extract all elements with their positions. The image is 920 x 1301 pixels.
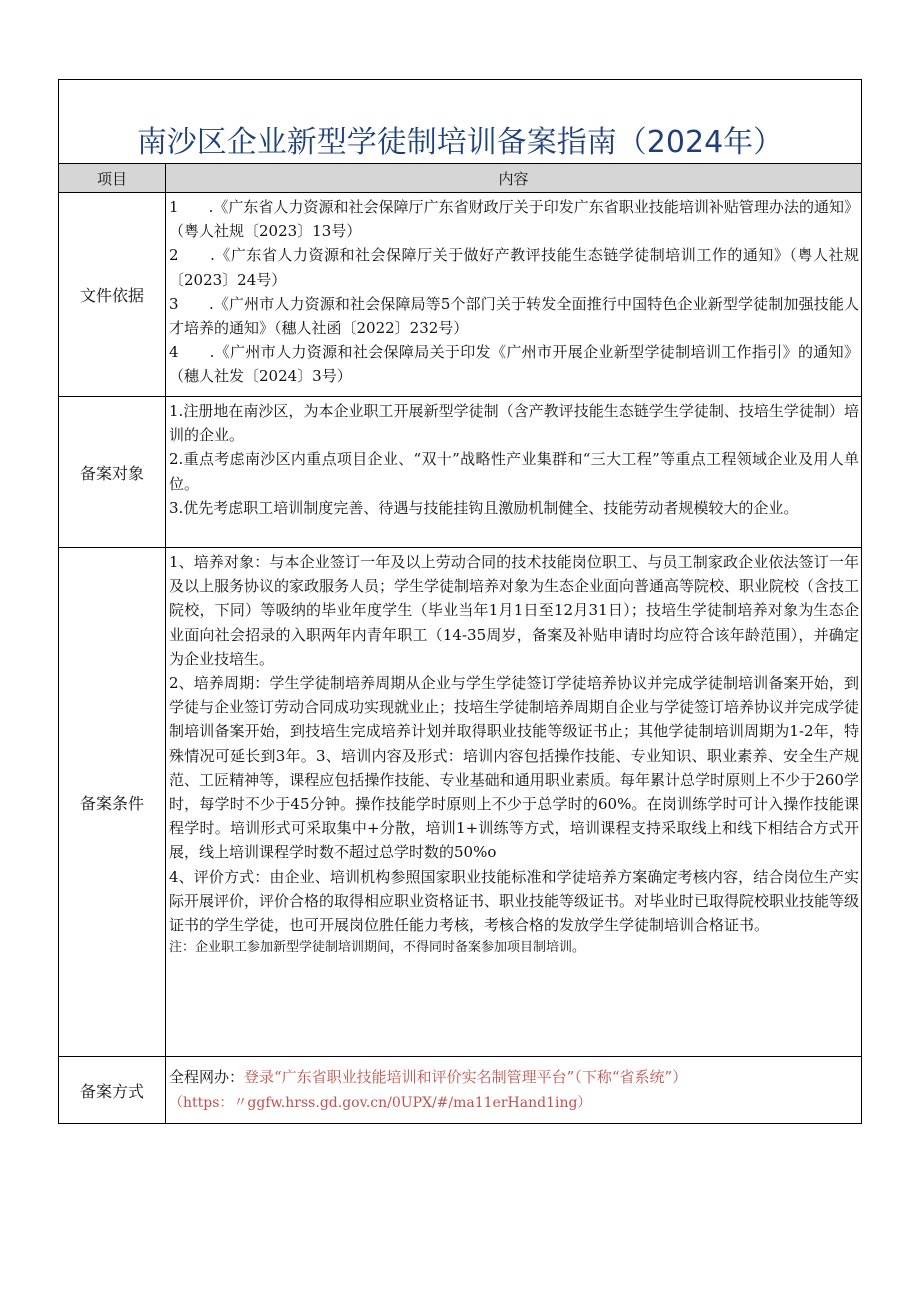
row-content-basis: [166, 193, 862, 397]
table-row-method: [59, 1057, 861, 1124]
header-content: 内容: [166, 164, 862, 193]
conditions-item-3: 4、评价方式：由企业、培训机构参照国家职业技能标准和学徒培养方案确定考核内容，结合岗位生产实际开展评价，评价合格的取得相应职业资格证书、职业技能等级证书。对毕业时已取得院校职业技能等级证书的学生学徒，也可开展岗位胜任能力考核，考核合格的发放学生学徒制培训合格证书。: [169, 867, 860, 935]
target-item-2: 2.重点考虑南沙区内重点项目企业、“双十”战略性产业集群和“三大工程”等重点工程领域企业及用人单位。: [169, 450, 859, 493]
method-text: 登录“广东省职业技能培训和评价实名制管理平台”（下称“省系统”）: [244, 1068, 688, 1087]
title-row: [59, 80, 861, 164]
basis-item-1: 1 .《广东省人力资源和社会保障厅广东省财政厅关于印发广东省职业技能培训补贴管理办法的通知》（粤人社规〔2023〕13号）: [169, 198, 859, 241]
row-content-method: [166, 1057, 862, 1124]
row-label-basis: 文件依据: [59, 193, 166, 397]
row-label-conditions: 备案条件: [59, 548, 166, 1057]
table-row-target: [59, 397, 861, 548]
basis-item-2: 2 .《广东省人力资源和社会保障厅关于做好产教评技能生态链学徒制培训工作的通知》（粤人社规〔2023〕24号）: [169, 246, 859, 289]
conditions-item-2: 2、培养周期：学生学徒制培养周期从企业与学生学徒签订学徒培养协议并完成学徒制培训备案开始，到学徒与企业签订劳动合同成功实现就业止；技培生学徒制培养周期自企业与学徒签订培养协议并完成学徒制培训备案开始，到技培生完成培养计划并取得职业技能等级证书止；其他学徒制培训周期为1-2年，特殊情况可延长到3年。3、培训内容及形式：培训内容包括操作技能、专业知识、职业素养、安全生产规范、工匠精神等，课程应包括操作技能、专业基础和通用职业素质。每年累计总学时原则上不少于260学时，每学时不少于45分钟。操作技能学时原则上不少于总学时的60%。在岗训练学时可计入操作技能课程学时。培训形式可采取集中+分散，培训1+训练等方式，培训课程支持采取线上和线下相结合方式开展，线上培训课程学时数不超过总学时数的50%o: [169, 674, 860, 862]
row-content-target: [166, 397, 862, 548]
method-prefix: 全程网办：: [169, 1068, 245, 1087]
row-content-conditions: [166, 548, 862, 1057]
row-label-target: 备案对象: [59, 397, 166, 548]
conditions-note: 注：企业职工参加新型学徒制培训期间，不得同时备案参加项目制培训。: [169, 940, 586, 956]
page-title: 南沙区企业新型学徒制培训备案指南（2024年）: [136, 125, 784, 160]
target-item-3: 3.优先考虑职工培训制度完善、待遇与技能挂钩且激励机制健全、技能劳动者规模较大的企业。: [169, 498, 799, 517]
table-row-conditions: [59, 548, 861, 1057]
target-item-1: 1.注册地在南沙区，为本企业职工开展新型学徒制（含产教评技能生态链学生学徒制、技培生学徒制）培训的企业。: [169, 402, 859, 445]
row-label-method: 备案方式: [59, 1057, 166, 1124]
basis-item-3: 3 .《广州市人力资源和社会保障局等5个部门关于转发全面推行中国特色企业新型学徒制加强技能人才培养的通知》（穗人社函〔2022〕232号）: [169, 294, 859, 338]
guide-sheet: [58, 79, 862, 1124]
header-item: 项目: [59, 164, 166, 193]
guide-table: [59, 164, 861, 1123]
method-url-link[interactable]: （https：〃ggfw.hrss.gd.gov.cn/0UPX/#/ma11erHand1ing）: [169, 1094, 592, 1111]
basis-item-4: 4 .《广州市人力资源和社会保障局关于印发《广州市开展企业新型学徒制培训工作指引》的通知》（穗人社发〔2024〕3号）: [169, 343, 859, 386]
table-row-basis: [59, 193, 861, 397]
conditions-item-1: 1、培养对象：与本企业签订一年及以上劳动合同的技术技能岗位职工、与员工制家政企业依法签订一年及以上服务协议的家政服务人员；学生学徒制培养对象为生态企业面向普通高等院校、职业院校（含技工院校，下同）等吸纳的毕业年度学生（毕业当年1月1日至12月31日）；技培生学徒制培养对象为生态企业面向社会招录的入职两年内青年职工（14-35周岁，备案及补贴申请时均应符合该年龄范围），并确定为企业技培生。: [169, 553, 860, 668]
table-header-row: [59, 164, 861, 193]
